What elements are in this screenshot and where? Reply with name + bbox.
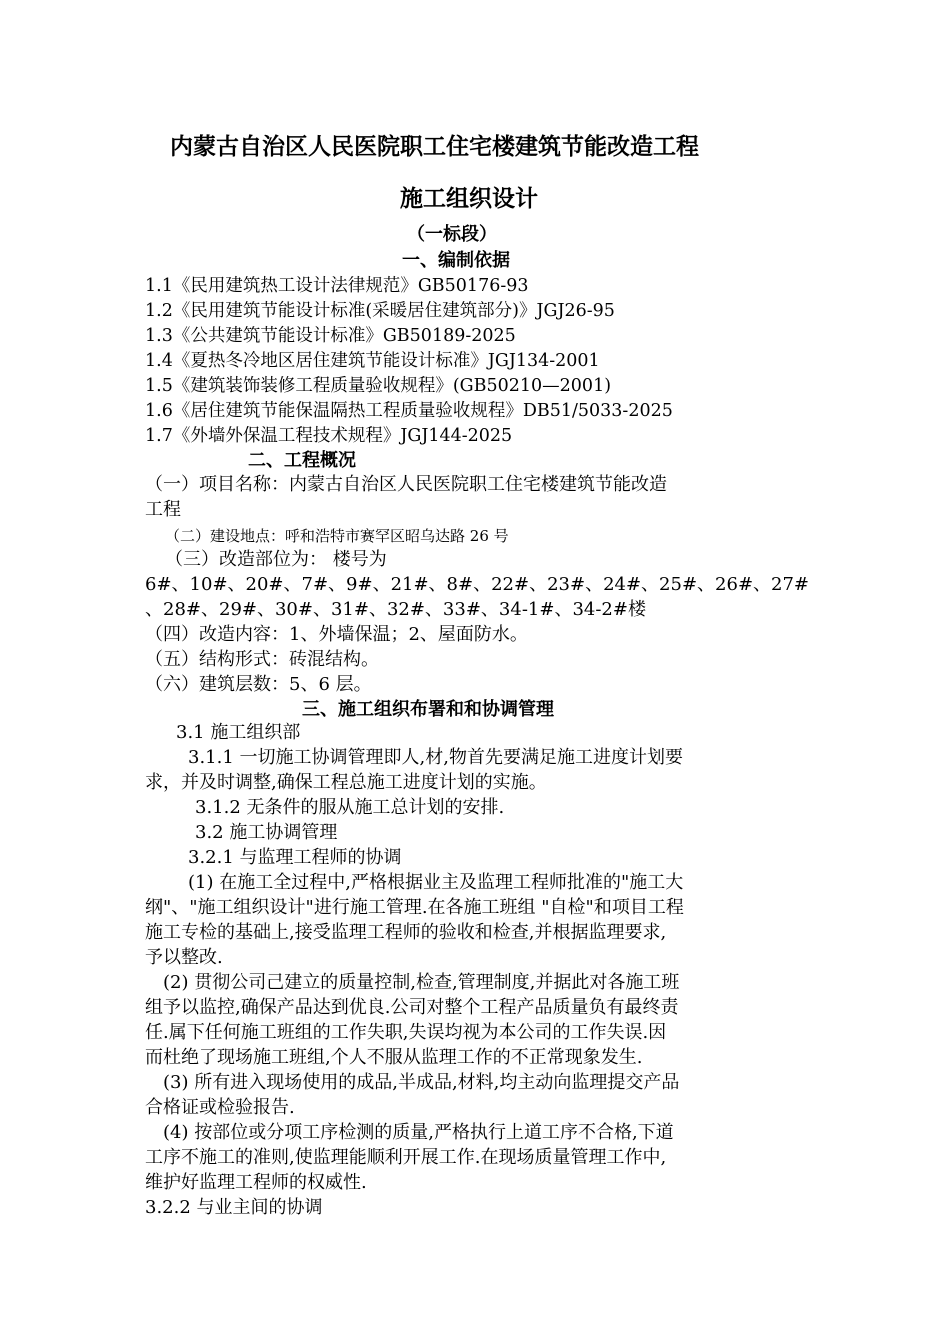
project-name-line2: 工程: [145, 499, 181, 520]
building-floors: （六）建筑层数：5、6 层。: [145, 674, 372, 695]
paragraph-2-line: 组予以监控,确保产品达到优良.公司对整个工程产品质量负有最终责: [145, 997, 679, 1018]
scope-line1: （三）改造部位为： 楼号为: [165, 549, 387, 570]
construction-site: （二）建设地点：呼和浩特市赛罕区昭乌达路 26 号: [165, 527, 509, 545]
structure-type: （五）结构形式：砖混结构。: [145, 649, 379, 670]
reference-item: 1.5《建筑装饰装修工程质量验收规程》(GB50210—2001): [145, 376, 612, 396]
paragraph-4-line: 维护好监理工程师的权威性.: [145, 1172, 367, 1193]
renovation-content: （四）改造内容：1、外墙保温；2、屋面防水。: [145, 624, 528, 645]
paragraph-4-line: 工序不施工的准则,使监理能顺利开展工作.在现场质量管理工作中,: [145, 1147, 667, 1168]
paragraph-2-line: 任.属下任何施工班组的工作失职,失误均视为本公司的工作失误.因: [145, 1022, 667, 1043]
project-name-line1: （一）项目名称：内蒙古自治区人民医院职工住宅楼建筑节能改造: [145, 474, 667, 495]
paragraph-4-line: (4) 按部位或分项工序检测的质量,严格执行上道工序不合格,下道: [163, 1122, 674, 1143]
paragraph-2-line: (2) 贯彻公司己建立的质量控制,检查,管理制度,并据此对各施工班: [163, 972, 680, 993]
section-label: （一标段）: [407, 224, 497, 245]
section2-heading: 二、工程概况: [248, 450, 356, 471]
scope-line2: 6#、10#、20#、7#、9#、21#、8#、22#、23#、24#、25#、26#、27#: [145, 574, 810, 595]
subsection-3-2-1: 3.2.1 与监理工程师的协调: [188, 847, 402, 868]
para-3-1-2: 3.1.2 无条件的服从施工总计划的安排.: [195, 797, 505, 818]
paragraph-3-line: (3) 所有进入现场使用的成品,半成品,材料,均主动向监理提交产品: [163, 1072, 680, 1093]
scope-line3: 、28#、29#、30#、31#、32#、33#、34-1#、34-2#楼: [145, 599, 646, 620]
paragraph-3-line: 合格证或检验报告.: [145, 1097, 295, 1118]
para-3-1-1-line2: 求，并及时调整,确保工程总施工进度计划的实施。: [145, 772, 547, 793]
subsection-3-2: 3.2 施工协调管理: [195, 822, 338, 843]
section1-heading: 一、编制依据: [402, 250, 510, 271]
reference-item: 1.3《公共建筑节能设计标准》GB50189-2025: [145, 326, 516, 346]
reference-item: 1.6《居住建筑节能保温隔热工程质量验收规程》DB51/5033-2025: [145, 401, 673, 421]
paragraph-1-line: 纲"、"施工组织设计"进行施工管理.在各施工班组 "自检"和项目工程: [145, 897, 684, 918]
paragraph-2-line: 而杜绝了现场施工班组,个人不服从监理工作的不正常现象发生.: [145, 1047, 643, 1068]
reference-item: 1.1《民用建筑热工设计法律规范》GB50176-93: [145, 276, 529, 296]
reference-item: 1.7《外墙外保温工程技术规程》JGJ144-2025: [145, 426, 513, 446]
document-title-line2: 施工组织设计: [400, 186, 538, 212]
document-title-line1: 内蒙古自治区人民医院职工住宅楼建筑节能改造工程: [170, 134, 699, 160]
para-3-1-1-line1: 3.1.1 一切施工协调管理即人,材,物首先要满足施工进度计划要: [188, 747, 683, 768]
paragraph-1-line: 施工专检的基础上,接受监理工程师的验收和检查,并根据监理要求,: [145, 922, 667, 943]
paragraph-1-line: 予以整改.: [145, 947, 223, 968]
section3-heading: 三、施工组织布署和和协调管理: [302, 699, 554, 720]
reference-item: 1.4《夏热冬冷地区居住建筑节能设计标准》JGJ134-2001: [145, 351, 600, 371]
paragraph-1-line: (1) 在施工全过程中,严格根据业主及监理工程师批准的"施工大: [188, 872, 684, 893]
subsection-3-1: 3.1 施工组织部: [176, 722, 301, 743]
reference-item: 1.2《民用建筑节能设计标准(采暖居住建筑部分)》JGJ26-95: [145, 301, 615, 321]
subsection-3-2-2: 3.2.2 与业主间的协调: [145, 1197, 323, 1218]
